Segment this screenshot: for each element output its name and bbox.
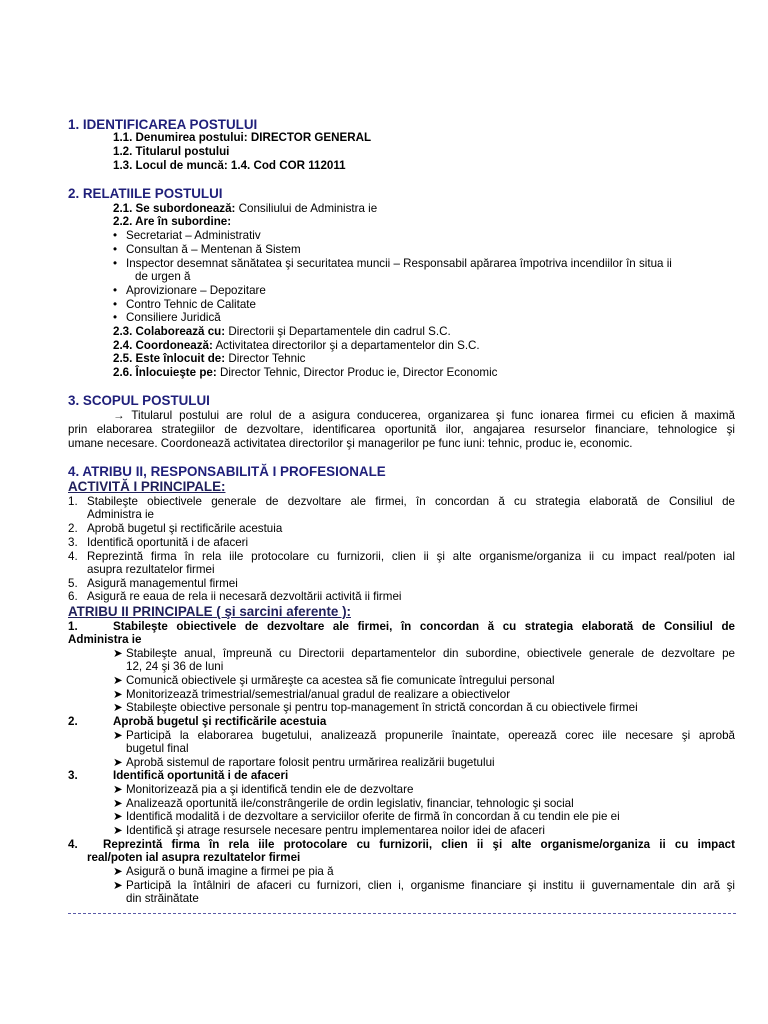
arrow-icon: → (113, 409, 125, 422)
section-3-title: 3. SCOPUL POSTULUI (68, 393, 210, 408)
attribution-heading: 1. Stabileşte obiectivele de dezvoltare ale firmei, în concordan ă cu strategia elaborată de Consiliul de (68, 620, 735, 633)
triangle-bullet-icon: ➤ (113, 824, 123, 837)
attribution-heading: 4. Reprezintă firma în rela iile protocolare cu furnizorii, clien ii şi alte organisme/organiza ii cu impact (68, 838, 735, 851)
bullet-icon: • (113, 229, 118, 242)
bullet-icon: • (113, 257, 118, 270)
workplace-line: 1.3. Locul de muncă: 1.4. Cod COR 112011 (113, 159, 346, 172)
subordinate-item: • Aprovizionare – Depozitare (113, 284, 266, 297)
subordinate-item: • Secretariat – Administrativ (113, 229, 261, 242)
task-item: ➤ Aprobă sistemul de raportare folosit pentru urmărirea realizării bugetului (113, 756, 495, 769)
coordinates-line: 2.4. Coordonează: Activitatea directorilor şi a departamentelor din S.C. (113, 339, 480, 352)
section-2-title: 2. RELATIILE POSTULUI (68, 186, 223, 201)
purpose-line-3: umane necesare. Coordonează activitatea directorilor şi managerilor pe func iuni: tehnic, produc ie, economic. (68, 437, 633, 450)
replaces-line: 2.6. Înlocuieşte pe: Director Tehnic, Director Produc ie, Director Economic (113, 366, 498, 379)
subordinate-to-label: 2.1. Se subordonează: (113, 202, 236, 215)
activity-item: 4. Reprezintă firma în rela iile protocolare cu furnizorii, clien ii şi alte organisme/organiza ii cu impact real/poten ial (68, 550, 735, 563)
purpose-line-2: prin elaborarea strategiilor de dezvoltare, identificarea oportunită ilor, angajarea resurselor financiare, tehnologice şi (68, 423, 735, 436)
activity-item: 1. Stabileşte obiectivele generale de dezvoltare ale firmei, în concordan ă cu strategia elaborată de Consiliul de (68, 495, 735, 508)
task-item: ➤ Identifică modalită i de dezvoltare a serviciilor oferite de firmă în concordan ă cu tendin ele pie ei (113, 810, 620, 823)
subordinate-item: • Consiliere Juridică (113, 311, 221, 324)
activity-item-cont: Administra ie (87, 508, 155, 521)
task-item: ➤ Participă la elaborarea bugetului, analizează propunerile înaintate, operează corec iile necesare şi aprobă (113, 729, 735, 742)
bullet-icon: • (113, 243, 118, 256)
activity-item-cont: asupra rezultatelor firmei (87, 563, 215, 576)
activity-item: 2. Aprobă bugetul şi rectificările acestuia (68, 522, 283, 535)
triangle-bullet-icon: ➤ (113, 729, 123, 742)
attribution-heading: 3. Identifică oportunită i de afaceri (68, 769, 289, 782)
task-item: ➤ Identifică şi atrage resursele necesare pentru implementarea noilor idei de afaceri (113, 824, 545, 837)
replaced-by-line: 2.5. Este înlocuit de: Director Tehnic (113, 352, 306, 365)
has-subordinates-label: 2.2. Are în subordine: (113, 215, 232, 228)
triangle-bullet-icon: ➤ (113, 783, 123, 796)
collaborates-line: 2.3. Colaborează cu: Directorii şi Departamentele din cadrul S.C. (113, 325, 451, 338)
triangle-bullet-icon: ➤ (113, 674, 123, 687)
subordinate-item: • Inspector desemnat sănătatea şi securitatea muncii – Responsabil apărarea împotriva incendiilor în situa ii (113, 257, 672, 270)
triangle-bullet-icon: ➤ (113, 701, 123, 714)
bullet-icon: • (113, 298, 118, 311)
subordinate-item: • Consultan ă – Mentenan ă Sistem (113, 243, 301, 256)
section-4-title: 4. ATRIBU II, RESPONSABILITĂ I PROFESIONALE (68, 464, 386, 479)
task-item: ➤ Stabileşte obiective personale şi pentru top-management în strictă concordan ă cu obiectivele firmei (113, 701, 638, 714)
bullet-icon: • (113, 284, 118, 297)
triangle-bullet-icon: ➤ (113, 810, 123, 823)
activity-item: 3. Identifică oportunită i de afaceri (68, 536, 249, 549)
triangle-bullet-icon: ➤ (113, 879, 123, 892)
task-item: ➤ Asigură o bună imagine a firmei pe pia ă (113, 865, 334, 878)
subordinate-to-value: Consiliului de Administra ie (238, 202, 378, 215)
task-item-cont: bugetul final (126, 742, 189, 755)
subordinate-item-cont: de urgen ă (135, 270, 191, 283)
task-item: ➤ Stabileşte anual, împreună cu Directorii departamentelor din subordine, obiectivele generale de dezvoltare pe (113, 647, 735, 660)
activity-item: 6. Asigură re eaua de rela ii necesară dezvoltării activită ii firmei (68, 590, 402, 603)
bullet-icon: • (113, 311, 118, 324)
triangle-bullet-icon: ➤ (113, 797, 123, 810)
main-attributions-title: ATRIBU II PRINCIPALE ( şi sarcini aferente ): (68, 604, 351, 619)
job-title-line: 1.1. Denumirea postului: DIRECTOR GENERAL (113, 131, 372, 144)
page-divider (68, 913, 736, 914)
triangle-bullet-icon: ➤ (113, 865, 123, 878)
task-item: ➤ Monitorizează pia a şi identifică tendin ele de dezvoltare (113, 783, 414, 796)
attribution-heading-cont: Administra ie (68, 633, 142, 646)
triangle-bullet-icon: ➤ (113, 647, 123, 660)
task-item-cont: 12, 24 şi 36 de luni (126, 660, 224, 673)
section-1-title: 1. IDENTIFICAREA POSTULUI (68, 117, 258, 132)
subordinate-item: • Contro Tehnic de Calitate (113, 298, 256, 311)
task-item: ➤ Comunică obiectivele şi urmăreşte ca acestea să fie comunicate întregului personal (113, 674, 555, 687)
task-item: ➤ Analizează oportunită ile/constrângerile de ordin legislativ, financiar, tehnologic şi social (113, 797, 574, 810)
holder-line: 1.2. Titularul postului (113, 145, 230, 158)
subordinate-to-line (113, 202, 377, 215)
task-item: ➤ Participă la întâlniri de afaceri cu furnizori, clien i, organisme financiare şi institu ii guvernamentale din ară şi (113, 879, 735, 892)
attribution-heading-cont: real/poten ial asupra rezultatelor firmei (87, 851, 301, 864)
task-item: ➤ Monitorizează trimestrial/semestrial/anual gradul de realizare a obiectivelor (113, 688, 511, 701)
triangle-bullet-icon: ➤ (113, 756, 123, 769)
main-activities-title: ACTIVITĂ I PRINCIPALE: (68, 479, 226, 494)
activity-item: 5. Asigură managementul firmei (68, 577, 238, 590)
task-item-cont: din străinătate (126, 892, 199, 905)
purpose-line-1: → Titularul postului are rolul de a asigura conducerea, organizarea şi func ionarea firmei cu eficien ă maximă (113, 409, 736, 422)
triangle-bullet-icon: ➤ (113, 688, 123, 701)
attribution-heading: 2. Aprobă bugetul şi rectificările acestuia (68, 715, 327, 728)
